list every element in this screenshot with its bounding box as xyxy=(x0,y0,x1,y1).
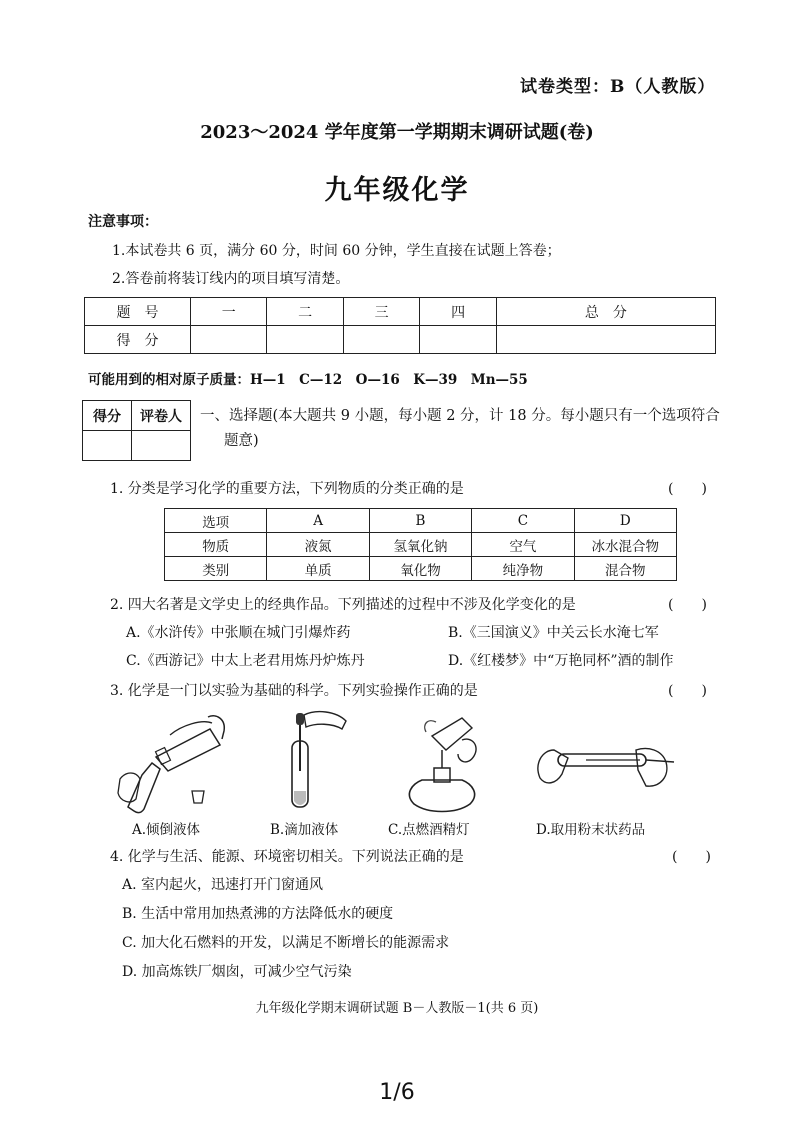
table-cell: 混合物 xyxy=(574,557,676,581)
table-cell: D xyxy=(574,509,676,533)
figure-label-a: A.倾倒液体 xyxy=(132,822,201,838)
score-cell[interactable] xyxy=(343,326,419,354)
score-row-label: 得 分 xyxy=(85,326,191,354)
option-b: B. 生活中常用加热煮沸的方法降低水的硬度 xyxy=(122,906,394,922)
option-a: A. 室内起火，迅速打开门窗通风 xyxy=(122,877,324,893)
score-header-cell: 四 xyxy=(420,298,496,326)
grader-score-label: 得分 xyxy=(83,401,132,431)
score-header-cell: 题 号 xyxy=(85,298,191,326)
option-c: C.《西游记》中太上老君用炼丹炉炼丹 xyxy=(126,653,365,669)
note-item: 2.答卷前将装订线内的项目填写清楚。 xyxy=(112,271,350,287)
section-1-title xyxy=(200,404,720,454)
table-cell: 单质 xyxy=(267,557,369,581)
score-table xyxy=(84,297,716,354)
table-cell: 氢氧化钠 xyxy=(369,533,471,557)
figure-dropping-liquid xyxy=(276,705,366,817)
figure-pouring-liquid xyxy=(112,705,232,817)
table-cell: 氧化物 xyxy=(369,557,471,581)
score-cell[interactable] xyxy=(496,326,715,354)
grader-score-cell[interactable] xyxy=(83,431,132,461)
section-1-line: 一、选择题(本大题共 9 小题，每小题 2 分，计 18 分。每小题只有一个选项符合 xyxy=(200,408,720,424)
table-cell: 空气 xyxy=(472,533,574,557)
table-cell: 液氮 xyxy=(267,533,369,557)
table-cell: B xyxy=(369,509,471,533)
score-cell[interactable] xyxy=(420,326,496,354)
score-header-cell: 一 xyxy=(191,298,267,326)
table-cell: 纯净物 xyxy=(472,557,574,581)
page-footer: 九年级化学期末调研试题 B－人教版－1(共 6 页) xyxy=(255,1001,539,1016)
option-d: D. 加高炼铁厂烟囱，可减少空气污染 xyxy=(122,964,352,980)
score-header-cell: 二 xyxy=(267,298,343,326)
score-cell[interactable] xyxy=(267,326,343,354)
atomic-masses: 可能用到的相对原子质量：H—1 C—12 O—16 K—39 Mn—55 xyxy=(88,372,528,388)
answer-paren[interactable]: ( ) xyxy=(668,683,707,699)
option-c: C. 加大化石燃料的开发，以满足不断增长的能源需求 xyxy=(122,935,450,951)
option-a: A.《水浒传》中张顺在城门引爆炸药 xyxy=(126,625,351,641)
section-1-line: 题意) xyxy=(224,433,259,449)
classification-table xyxy=(164,508,677,581)
table-cell: 冰水混合物 xyxy=(574,533,676,557)
figure-label-c: C.点燃酒精灯 xyxy=(388,822,470,838)
paper-type: 试卷类型：B（人教版） xyxy=(520,77,716,97)
score-cell[interactable] xyxy=(191,326,267,354)
table-cell: C xyxy=(472,509,574,533)
grader-label: 评卷人 xyxy=(132,401,191,431)
option-d: D.《红楼梦》中“万艳同杯”酒的制作 xyxy=(448,653,674,669)
figure-label-b: B.滴加液体 xyxy=(270,822,339,838)
notes-heading: 注意事项： xyxy=(88,214,158,230)
figure-alcohol-lamp xyxy=(392,710,492,816)
answer-paren[interactable]: ( ) xyxy=(668,481,707,497)
score-header-cell: 总 分 xyxy=(496,298,715,326)
table-cell: A xyxy=(267,509,369,533)
answer-paren[interactable]: ( ) xyxy=(672,849,711,865)
answer-paren[interactable]: ( ) xyxy=(668,597,707,613)
table-cell: 选项 xyxy=(165,509,267,533)
table-cell: 物质 xyxy=(165,533,267,557)
question-4-stem: 4. 化学与生活、能源、环境密切相关。下列说法正确的是 xyxy=(110,849,464,865)
question-1-stem: 1. 分类是学习化学的重要方法，下列物质的分类正确的是 xyxy=(110,481,464,497)
figure-powder-sampling xyxy=(528,728,678,808)
option-b: B.《三国演义》中关云长水淹七军 xyxy=(448,625,659,641)
score-header-cell: 三 xyxy=(343,298,419,326)
table-cell: 类别 xyxy=(165,557,267,581)
exam-subtitle: 九年级化学 xyxy=(324,175,470,206)
exam-title: 2023～2024 学年度第一学期期末调研试题(卷) xyxy=(200,122,594,143)
question-3-stem: 3. 化学是一门以实验为基础的科学。下列实验操作正确的是 xyxy=(110,683,478,699)
figure-label-d: D.取用粉末状药品 xyxy=(536,822,646,838)
grader-box xyxy=(82,400,191,461)
question-2-stem: 2. 四大名著是文学史上的经典作品。下列描述的过程中不涉及化学变化的是 xyxy=(110,597,576,613)
grader-name-cell[interactable] xyxy=(132,431,191,461)
note-item: 1.本试卷共 6 页，满分 60 分，时间 60 分钟，学生直接在试题上答卷； xyxy=(112,243,561,259)
page-indicator[interactable]: 1/6 xyxy=(379,1080,415,1105)
